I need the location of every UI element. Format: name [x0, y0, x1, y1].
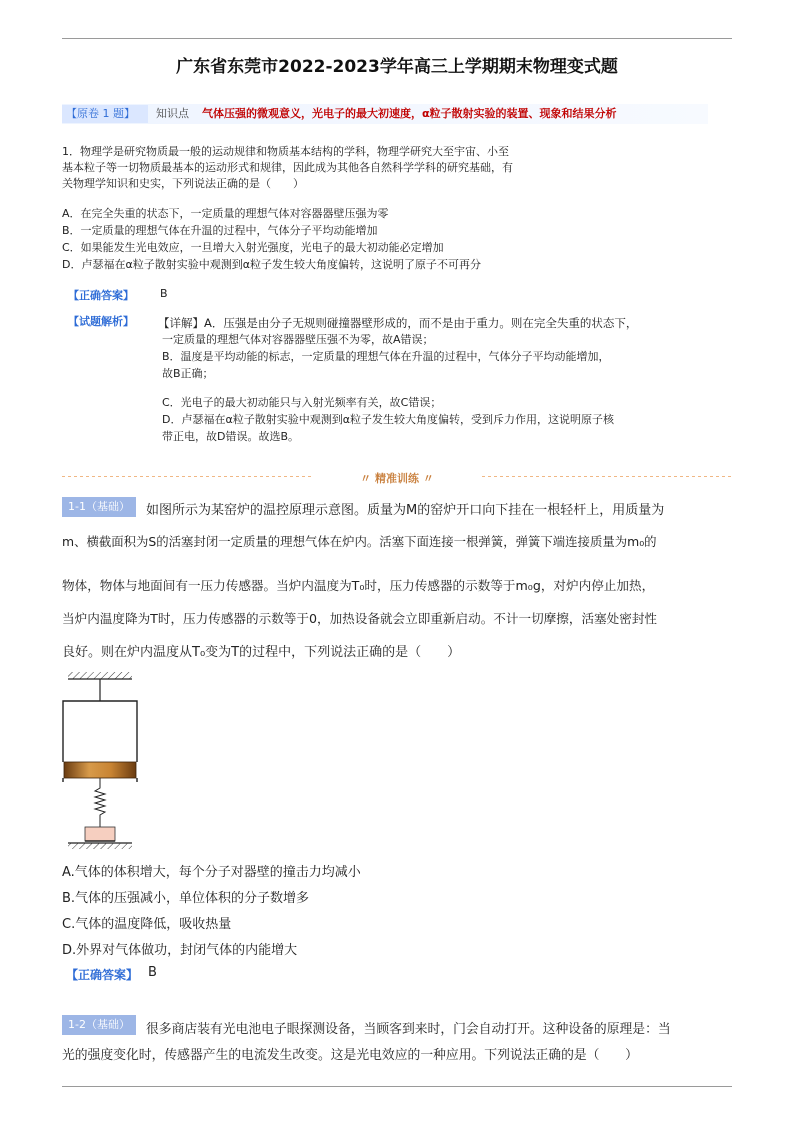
q1-option-b: B．一定质量的理想气体在升温的过程中，气体分子平均动能增加: [62, 224, 378, 237]
q1-analysis-line: 带正电，故D错误。故选B。: [162, 430, 300, 443]
q1-option-d: D．卢瑟福在α粒子散射实验中观测到α粒子发生较大角度偏转，这说明了原子不可再分: [62, 258, 481, 271]
q1-option-c: C．如果能发生光电效应，一旦增大入射光强度，光电子的最大初动能必定增加: [62, 241, 444, 254]
section-divider: [62, 470, 732, 485]
section-deco-icon: 〃: [419, 472, 434, 485]
section-title-text: 精准训练: [375, 472, 419, 485]
q1-answer-label: 【正确答案】: [68, 289, 134, 302]
q1-stem-line: 基本粒子等一切物质最基本的运动形式和规律，因此成为其他各自然科学学科的研究基础，有: [62, 161, 513, 174]
q11-line: 当炉内温度降为T时，压力传感器的示数等于0，加热设备就会立即重新启动。不计一切摩擦，活塞处密封性: [62, 611, 658, 626]
q1-analysis-line: 一定质量的理想气体对容器器壁压强不为零，故A错误；: [162, 333, 434, 346]
kiln-body: [63, 701, 137, 762]
kiln-diagram: [60, 670, 150, 850]
q11-option-c: C.气体的温度降低，吸收热量: [62, 917, 232, 932]
q11-line: 如图所示为某窑炉的温控原理示意图。质量为M的窑炉开口向下挂在一根轻杆上，用质量为: [146, 503, 665, 518]
q11-line: m、横截面积为S的活塞封闭一定质量的理想气体在炉内。活塞下面连接一根弹簧，弹簧下端连接质量为m₀的: [62, 534, 657, 549]
q1-option-a: A．在完全失重的状态下，一定质量的理想气体对容器器壁压强为零: [62, 207, 389, 220]
section-deco-icon: 〃: [360, 472, 375, 485]
section-line-right: [482, 476, 732, 477]
ground: [68, 843, 132, 849]
q11-tag: 1-1（基础）: [62, 497, 136, 517]
q11-answer-value: B: [148, 965, 157, 980]
q1-stem-line: 关物理学知识和史实，下列说法正确的是（ ）: [62, 177, 304, 190]
weight: [85, 827, 115, 841]
knowledge-point-value: 气体压强的微观意义，光电子的最大初速度，α粒子散射实验的装置、现象和结果分析: [202, 107, 617, 120]
q1-analysis-line: C．光电子的最大初动能只与入射光频率有关，故C错误；: [162, 396, 442, 409]
header-rule: [62, 38, 732, 39]
origin-tag: 【原卷 1 题】: [62, 105, 148, 123]
knowledge-point-label: 知识点: [156, 107, 189, 120]
q11-line: 物体，物体与地面间有一压力传感器。当炉内温度为T₀时，压力传感器的示数等于m₀g，对炉内停止加热，: [62, 578, 655, 593]
q12-tag: 1-2（基础）: [62, 1015, 136, 1035]
q12-line: 光的强度变化时，传感器产生的电流发生改变。这是光电效应的一种应用。下列说法正确的是（ ）: [62, 1048, 638, 1063]
q1-analysis-line: B．温度是平均动能的标志，一定质量的理想气体在升温的过程中，气体分子平均动能增加，: [162, 350, 610, 363]
q1-analysis-label: 【试题解析】: [68, 315, 134, 328]
section-title: [62, 470, 732, 486]
q1-analysis-line: 故B正确；: [162, 367, 214, 380]
q1-answer-value: B: [160, 287, 168, 300]
q1-analysis-line: D．卢瑟福在α粒子散射实验中观测到α粒子发生较大角度偏转，受到斥力作用，这说明原子核: [162, 413, 614, 426]
spring: [95, 778, 105, 827]
q12-line: 很多商店装有光电池电子眼探测设备，当顾客到来时，门会自动打开。这种设备的原理是：当: [146, 1022, 671, 1037]
piston: [64, 762, 136, 778]
q1-stem-line: 1．物理学是研究物质最一般的运动规律和物质基本结构的学科，物理学研究大至宇宙、小至: [62, 145, 509, 158]
q1-analysis-line: 【详解】A．压强是由分子无规则碰撞器壁形成的，而不是由于重力。则在完全失重的状态下，: [158, 316, 638, 330]
q11-option-d: D.外界对气体做功，封闭气体的内能增大: [62, 943, 298, 958]
page-title: 广东省东莞市2022-2023学年高三上学期期末物理变式题: [176, 57, 618, 77]
q11-option-b: B.气体的压强减小，单位体积的分子数增多: [62, 891, 310, 906]
q11-line: 良好。则在炉内温度从T₀变为T的过程中，下列说法正确的是（ ）: [62, 645, 461, 660]
footer-rule: [62, 1086, 732, 1087]
ceiling: [68, 672, 132, 679]
q11-option-a: A.气体的体积增大，每个分子对器壁的撞击力均减小: [62, 865, 361, 880]
q11-answer-label: 【正确答案】: [66, 968, 139, 982]
